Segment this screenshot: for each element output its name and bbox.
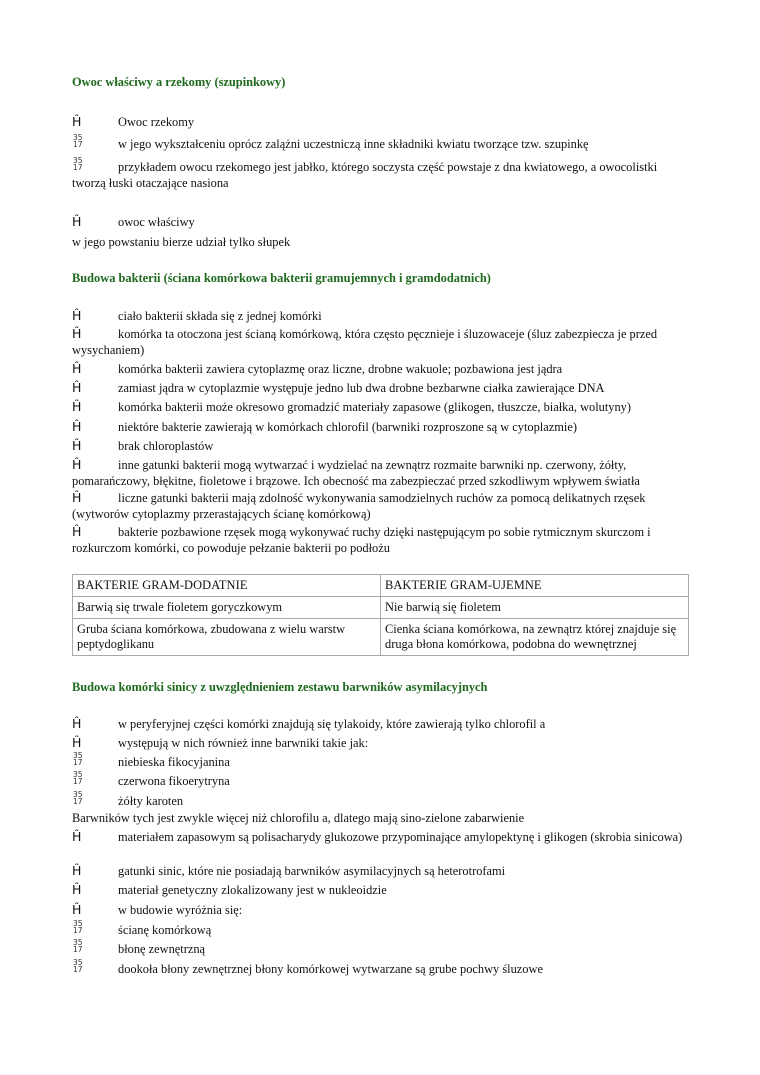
bullet-h-icon: Ĥ [72, 716, 82, 731]
item-text: w jego wykształceniu oprócz zalążni uczestniczą inne składniki kwiatu tworzące tzw. szupinkę [118, 137, 589, 151]
item-text: zamiast jądra w cytoplazmie występuje jedno lub dwa drobne bezbarwne ciałka zawierające DNA [118, 381, 605, 395]
bullet-item [72, 114, 692, 130]
bullet-item [72, 524, 692, 556]
item-text: w budowie wyróżnia się: [118, 903, 243, 917]
table-cell: Gruba ściana komórkowa, zbudowana z wielu warstw peptydoglikanu [73, 619, 381, 656]
item-text: niebieska fikocyjanina [118, 755, 230, 769]
bullet-number-icon: 35 17 [73, 790, 83, 806]
item-text: żółty karoten [118, 794, 184, 808]
sub-bullet-item [72, 156, 692, 191]
bullet-item [72, 361, 692, 377]
paragraph-text: w jego powstaniu bierze udział tylko słupek [72, 235, 291, 249]
bullet-number-icon: 35 17 [73, 751, 83, 767]
item-text: niektóre bakterie zawierają w komórkach chlorofil (barwniki rozproszone są w cytoplazmie) [118, 420, 577, 434]
bullet-h-icon: Ĥ [72, 214, 82, 229]
table-cell: Barwią się trwale fioletem goryczkowym [73, 597, 381, 619]
item-text: komórka bakterii może okresowo gromadzić materiały zapasowe (glikogen, tłuszcze, białka, wolutyny) [118, 400, 632, 414]
sub-bullet-item [72, 751, 692, 770]
bullet-item [72, 735, 692, 751]
paragraph [72, 810, 692, 826]
bullet-item [72, 457, 692, 489]
sub-bullet-item [72, 958, 692, 977]
item-text: ciało bakterii składa się z jednej komórki [118, 309, 322, 323]
bullet-number-icon: 35 17 [73, 133, 83, 149]
bullet-number-icon: 35 17 [73, 938, 83, 954]
paragraph [72, 234, 692, 250]
bullet-h-icon: Ĥ [72, 735, 82, 750]
table-cell: Nie barwią się fioletem [381, 597, 689, 619]
bullet-h-icon: Ĥ [72, 399, 82, 414]
bullet-h-icon: Ĥ [72, 524, 82, 539]
item-text: liczne gatunki bakterii mają zdolność wykonywania samodzielnych ruchów za pomocą delikatnych rzęsek (wytworów cytoplazmy przerastających ścianę komórkową) [72, 491, 646, 521]
bullet-item [72, 399, 692, 415]
item-text: gatunki sinic, które nie posiadają barwników asymilacyjnych są heterotrofami [118, 864, 506, 878]
item-text: błonę zewnętrzną [118, 942, 206, 956]
item-text: komórka bakterii zawiera cytoplazmę oraz liczne, drobne wakuole; pozbawiona jest jądra [118, 362, 563, 376]
bullet-h-icon: Ĥ [72, 829, 82, 844]
item-text: komórka ta otoczona jest ścianą komórkową, która często pęcznieje i śluzowaceje (śluz zabezpiecza je przed wysychaniem) [72, 327, 658, 357]
item-text: materiałem zapasowym są polisacharydy glukozowe przypominające amylopektynę i glikogen (skrobia sinicowa) [118, 830, 683, 844]
table-row [73, 619, 689, 656]
item-text: występują w nich również inne barwniki takie jak: [118, 736, 369, 750]
bullet-number-icon: 35 17 [73, 958, 83, 974]
bullet-item [72, 380, 692, 396]
bullet-h-icon: Ĥ [72, 490, 82, 505]
bullet-h-icon: Ĥ [72, 419, 82, 434]
item-text: czerwona fikoerytryna [118, 774, 230, 788]
bullet-item [72, 716, 692, 732]
bullet-h-icon: Ĥ [72, 380, 82, 395]
paragraph-text: Barwników tych jest zwykle więcej niż chlorofilu a, dlatego mają sino-zielone zabarwienie [72, 811, 525, 825]
item-text: materiał genetyczny zlokalizowany jest w nukleoidzie [118, 883, 387, 897]
bullet-number-icon: 35 17 [73, 919, 83, 935]
item-text: brak chloroplastów [118, 439, 214, 453]
bullet-h-icon: Ĥ [72, 438, 82, 453]
bullet-h-icon: Ĥ [72, 457, 82, 472]
sub-bullet-item [72, 770, 692, 789]
gram-comparison-table [72, 574, 689, 656]
table-cell: Cienka ściana komórkowa, na zewnątrz której znajduje się druga błona komórkowa, podobna do wewnętrznej [381, 619, 689, 656]
sub-bullet-item [72, 133, 692, 152]
bullet-item [72, 863, 692, 879]
bullet-h-icon: Ĥ [72, 882, 82, 897]
sub-bullet-item [72, 790, 692, 809]
bullet-item [72, 829, 692, 845]
bullet-h-icon: Ĥ [72, 308, 82, 323]
item-text: w peryferyjnej części komórki znajdują się tylakoidy, które zawierają tylko chlorofil a [118, 717, 546, 731]
item-text: ścianę komórkową [118, 923, 212, 937]
table-header-gram-negative: BAKTERIE GRAM-UJEMNE [381, 575, 689, 597]
bullet-h-icon: Ĥ [72, 114, 82, 129]
table-row [73, 597, 689, 619]
bullet-h-icon: Ĥ [72, 863, 82, 878]
item-text: inne gatunki bakterii mogą wytwarzać i wydzielać na zewnątrz rozmaite barwniki np. czerwony, żółty, pomarańczowy, błękitne, fioletowe i brązowe. Ich obecność ma zabezpieczać przed szkodliwym wpływem światła [72, 458, 640, 488]
section-heading-fruit: Owoc właściwy a rzekomy (szupinkowy) [72, 75, 286, 89]
section-heading-cyanobacteria: Budowa komórki sinicy z uwzględnieniem zestawu barwników asymilacyjnych [72, 680, 488, 694]
bullet-item [72, 214, 692, 230]
bullet-item [72, 882, 692, 898]
item-text: owoc właściwy [118, 215, 195, 229]
bullet-item [72, 902, 692, 918]
section-heading-bacteria: Budowa bakterii (ściana komórkowa bakterii gramujemnych i gramdodatnich) [72, 271, 491, 285]
bullet-item [72, 308, 692, 324]
bullet-number-icon: 35 17 [73, 770, 83, 786]
bullet-item [72, 438, 692, 454]
table-header-gram-positive: BAKTERIE GRAM-DODATNIE [73, 575, 381, 597]
item-text: Owoc rzekomy [118, 115, 195, 129]
bullet-h-icon: Ĥ [72, 326, 82, 341]
bullet-number-icon: 35 17 [73, 156, 83, 172]
item-text: dookoła błony zewnętrznej błony komórkowej wytwarzane są grube pochwy śluzowe [118, 962, 543, 976]
bullet-h-icon: Ĥ [72, 902, 82, 917]
item-text: bakterie pozbawione rzęsek mogą wykonywać ruchy dzięki następującym po sobie rytmicznym skurczom i rozkurczom komórki, co powoduje pełzanie bakterii po podłożu [72, 525, 651, 555]
sub-bullet-item [72, 919, 692, 938]
item-text: przykładem owocu rzekomego jest jabłko, którego soczysta część powstaje z dna kwiatowego, a owocolistki tworzą łuski otaczające nasiona [72, 160, 658, 190]
table-header-row [73, 575, 689, 597]
bullet-h-icon: Ĥ [72, 361, 82, 376]
bullet-item [72, 326, 692, 358]
bullet-item [72, 490, 692, 522]
sub-bullet-item [72, 938, 692, 957]
bullet-item [72, 419, 692, 435]
